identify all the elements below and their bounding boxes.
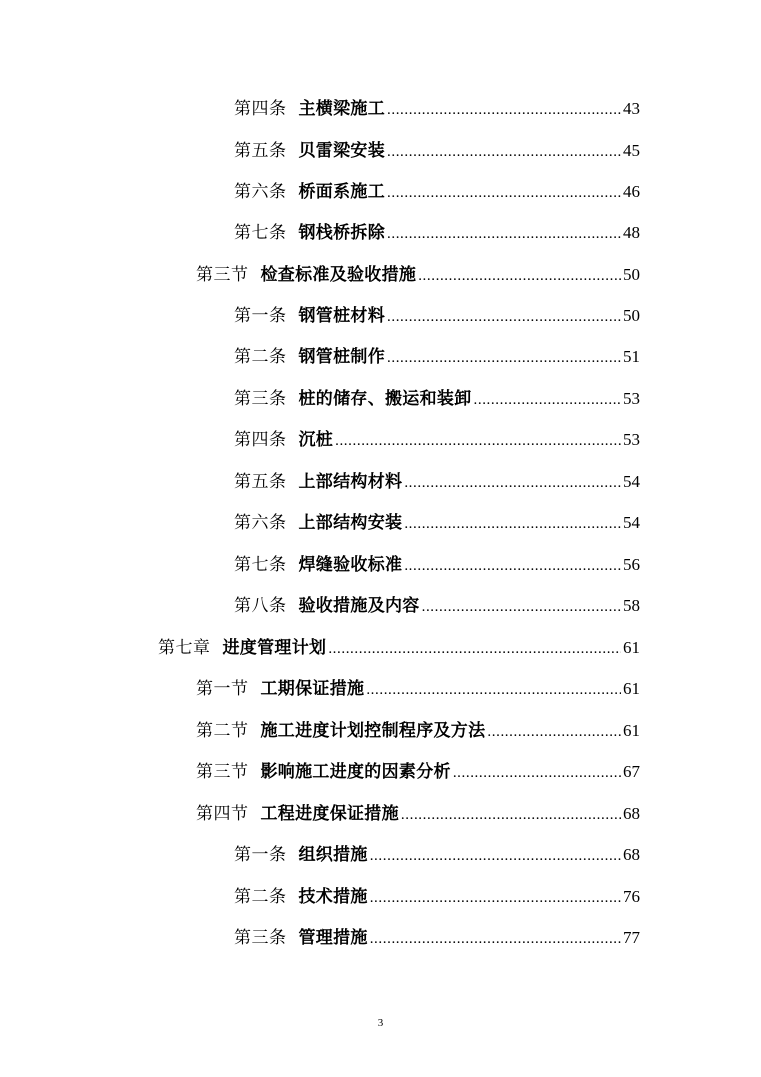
toc-entry-page: 61 <box>623 638 640 657</box>
toc-dot-leader <box>387 141 621 163</box>
toc-entry-page: 61 <box>623 679 640 698</box>
toc-dot-leader <box>418 265 621 287</box>
toc-entry-title: 检查标准及验收措施 <box>260 265 417 285</box>
toc-entry-page: 46 <box>623 182 640 201</box>
toc-entry-number: 第七条 <box>234 223 287 243</box>
toc-entry-title: 管理措施 <box>298 928 368 948</box>
toc-entry-page: 50 <box>623 306 640 325</box>
toc-entry-title: 技术措施 <box>298 887 368 907</box>
toc-entry-number: 第二条 <box>234 347 287 367</box>
toc-entry-title: 桩的储存、搬运和装卸 <box>298 389 472 409</box>
toc-entry-number: 第七章 <box>158 638 211 658</box>
toc-dot-leader <box>404 513 621 535</box>
toc-entry-title: 上部结构材料 <box>298 472 403 492</box>
toc-entry-page: 43 <box>623 99 640 118</box>
toc-entry[interactable] <box>234 388 640 410</box>
toc-entry[interactable] <box>234 844 640 866</box>
toc-entry-page: 58 <box>623 596 640 615</box>
toc-dot-leader <box>387 223 621 245</box>
toc-entry-number: 第二条 <box>234 887 287 907</box>
toc-entry-number: 第一条 <box>234 306 287 326</box>
toc-entry[interactable] <box>196 803 640 825</box>
toc-entry-page: 61 <box>623 721 640 740</box>
toc-entry-title: 桥面系施工 <box>298 182 385 202</box>
toc-dot-leader <box>370 887 621 909</box>
toc-entry-number: 第三节 <box>196 762 249 782</box>
toc-dot-leader <box>401 804 621 826</box>
toc-entry-number: 第五条 <box>234 472 287 492</box>
toc-entry-number: 第一节 <box>196 679 249 699</box>
toc-entry[interactable] <box>196 720 640 742</box>
toc-entry-number: 第七条 <box>234 555 287 575</box>
toc-entry-title: 钢栈桥拆除 <box>298 223 385 243</box>
toc-entry-page: 45 <box>623 141 640 160</box>
toc-entry-title: 钢管桩材料 <box>298 306 385 326</box>
toc-entry-page: 68 <box>623 804 640 823</box>
toc-entry[interactable] <box>234 512 640 534</box>
toc-dot-leader <box>328 638 621 660</box>
toc-entry-page: 51 <box>623 347 640 366</box>
toc-entry-page: 48 <box>623 223 640 242</box>
toc-entry[interactable] <box>234 886 640 908</box>
toc-entry[interactable] <box>234 140 640 162</box>
toc-dot-leader <box>370 928 621 950</box>
toc-dot-leader <box>474 389 622 411</box>
toc-entry[interactable] <box>234 181 640 203</box>
toc-entry-number: 第三条 <box>234 928 287 948</box>
toc-entry-page: 53 <box>623 389 640 408</box>
toc-entry-title: 沉桩 <box>298 430 334 450</box>
toc-entry-number: 第五条 <box>234 141 287 161</box>
toc-entry-title: 钢管桩制作 <box>298 347 385 367</box>
toc-entry-title: 验收措施及内容 <box>298 596 420 616</box>
toc-entry[interactable] <box>234 927 640 949</box>
toc-entry-number: 第四条 <box>234 99 287 119</box>
toc-dot-leader <box>422 596 621 618</box>
toc-dot-leader <box>453 762 621 784</box>
toc-dot-leader <box>387 182 621 204</box>
toc-entry-page: 68 <box>623 845 640 864</box>
toc-entry-number: 第八条 <box>234 596 287 616</box>
toc-entry-number: 第六条 <box>234 513 287 533</box>
toc-entry-title: 上部结构安装 <box>298 513 403 533</box>
toc-dot-leader <box>387 99 621 121</box>
toc-entry[interactable] <box>234 429 640 451</box>
toc-entry-title: 施工进度计划控制程序及方法 <box>260 721 486 741</box>
toc-entry[interactable] <box>158 637 640 659</box>
toc-entry[interactable] <box>234 222 640 244</box>
toc-entry-title: 进度管理计划 <box>222 638 327 658</box>
toc-entry-page: 50 <box>623 265 640 284</box>
toc-entry[interactable] <box>196 264 640 286</box>
toc-entry[interactable] <box>234 554 640 576</box>
toc-entry-title: 工程进度保证措施 <box>260 804 399 824</box>
toc-dot-leader <box>335 430 621 452</box>
toc-dot-leader <box>404 472 621 494</box>
toc-dot-leader <box>387 347 621 369</box>
toc-entry[interactable] <box>234 346 640 368</box>
toc-dot-leader <box>370 845 621 867</box>
toc-entry-page: 54 <box>623 472 640 491</box>
toc-entry-number: 第一条 <box>234 845 287 865</box>
toc-entry-page: 76 <box>623 887 640 906</box>
toc-dot-leader <box>366 679 621 701</box>
toc-entry-number: 第二节 <box>196 721 249 741</box>
toc-entry[interactable] <box>234 595 640 617</box>
toc-entry[interactable] <box>234 305 640 327</box>
toc-entry-page: 53 <box>623 430 640 449</box>
toc-entry-title: 贝雷梁安装 <box>298 141 385 161</box>
toc-entry-title: 组织措施 <box>298 845 368 865</box>
toc-entry-number: 第四节 <box>196 804 249 824</box>
toc-entry-number: 第三节 <box>196 265 249 285</box>
toc-entry-number: 第三条 <box>234 389 287 409</box>
toc-entry[interactable] <box>196 678 640 700</box>
toc-entry[interactable] <box>234 471 640 493</box>
toc-entry[interactable] <box>234 98 640 120</box>
toc-entry-title: 工期保证措施 <box>260 679 365 699</box>
toc-entry-number: 第六条 <box>234 182 287 202</box>
toc-dot-leader <box>404 555 621 577</box>
toc-entry-page: 54 <box>623 513 640 532</box>
toc-entry[interactable] <box>196 761 640 783</box>
toc-dot-leader <box>487 721 621 743</box>
toc-entry-title: 主横梁施工 <box>298 99 385 119</box>
toc-entry-page: 77 <box>623 928 640 947</box>
toc-entry-page: 67 <box>623 762 640 781</box>
page-number: 3 <box>377 1017 384 1029</box>
toc-entry-number: 第四条 <box>234 430 287 450</box>
toc-dot-leader <box>387 306 621 328</box>
toc-entry-title: 影响施工进度的因素分析 <box>260 762 451 782</box>
toc-entry-page: 56 <box>623 555 640 574</box>
toc-entry-title: 焊缝验收标准 <box>298 555 403 575</box>
